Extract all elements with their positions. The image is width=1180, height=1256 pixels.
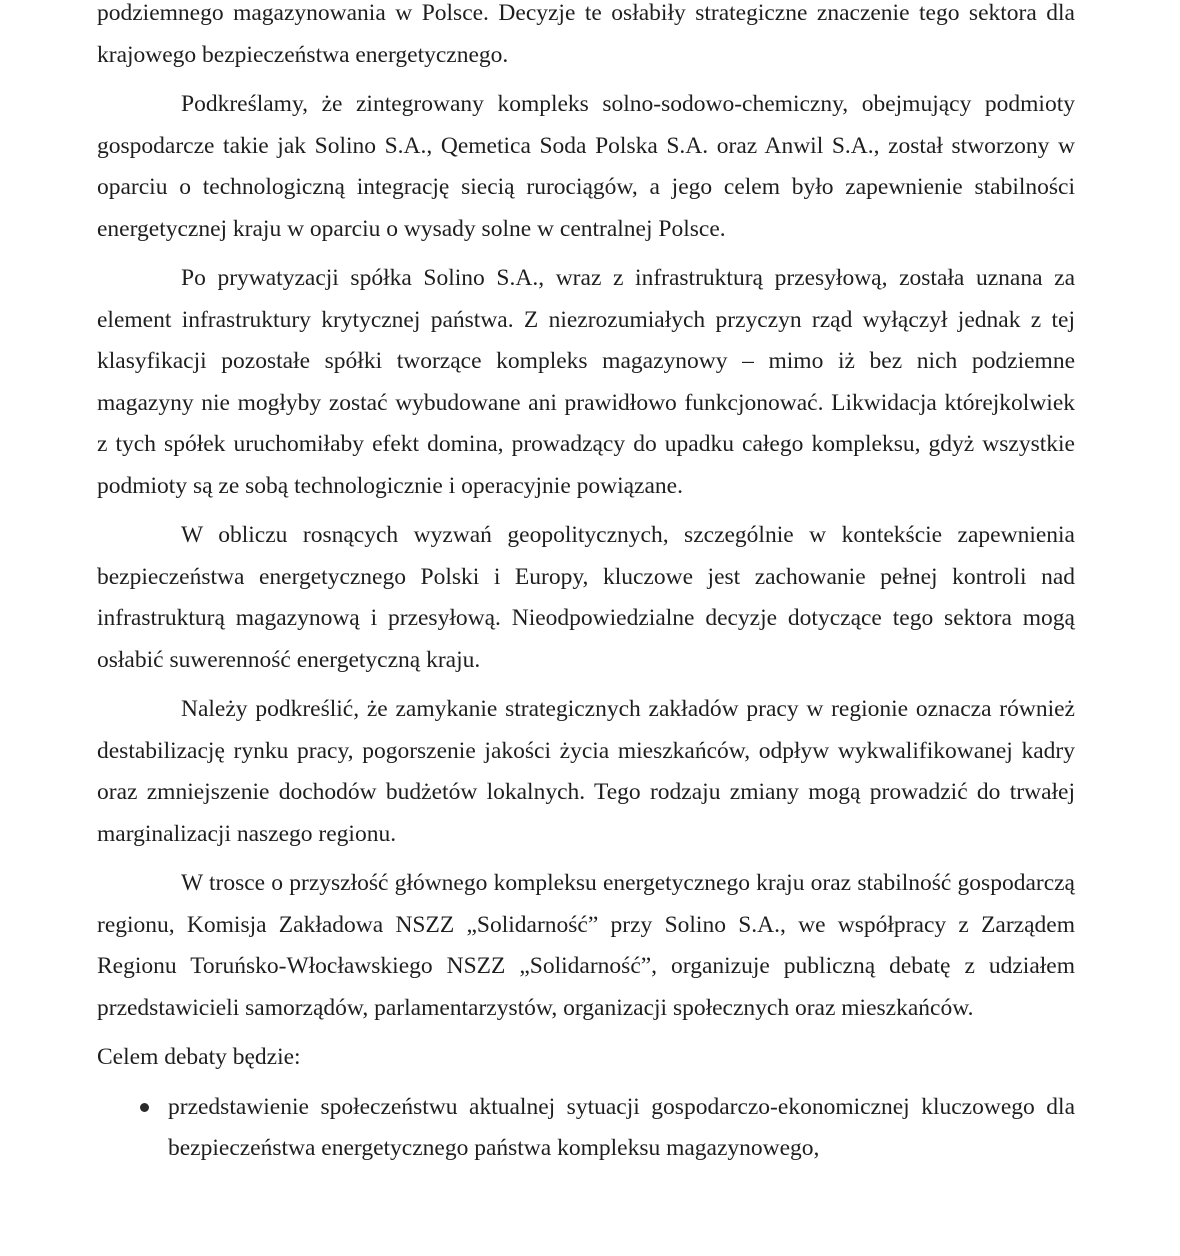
document-page [97,0,1075,1170]
list-item-text: przedstawienie społeczeństwu aktualnej sytuacji gospodarczo-ekonomicznej kluczowego dla bezpieczeństwa energetycznego państwa kompleksu magazynowego, [168,1093,1075,1161]
paragraph-4: W obliczu rosnących wyzwań geopolitycznych, szczególnie w kontekście zapewnienia bezpieczeństwa energetycznego Polski i Europy, kluczowe jest zachowanie pełnej kontroli nad infrastrukturą magazynową i przesyłową. Nieodpowiedzialne decyzje dotyczące tego sektora mogą osłabić suwerenność energetyczną kraju. [97,522,1075,673]
debate-goals-list [97,1087,1075,1170]
debate-goals-intro: Celem debaty będzie: [97,1044,301,1070]
paragraph-3: Po prywatyzacji spółka Solino S.A., wraz z infrastrukturą przesyłową, została uznana za element infrastruktury krytycznej państwa. Z niezrozumiałych przyczyn rząd wyłączył jednak z tej klasyfikacji pozostałe spółki tworzące kompleks magazynowy – mimo iż bez nich podziemne magazyny nie mogłyby zostać wybudowane ani prawidłowo funkcjonować. Likwidacja którejkolwiek z tych spółek uruchomiłaby efekt domina, prowadzący do upadku całego kompleksu, gdyż wszystkie podmioty są ze sobą technologicznie i operacyjnie powiązane. [97,265,1075,499]
paragraph-2: Podkreślamy, że zintegrowany kompleks solno-sodowo-chemiczny, obejmujący podmioty gospodarcze takie jak Solino S.A., Qemetica Soda Polska S.A. oraz Anwil S.A., został stworzony w oparciu o technologiczną integrację siecią rurociągów, a jego celem było zapewnienie stabilności energetycznej kraju w oparciu o wysady solne w centralnej Polsce. [97,91,1075,242]
paragraph-5: Należy podkreślić, że zamykanie strategicznych zakładów pracy w regionie oznacza również destabilizację rynku pracy, pogorszenie jakości życia mieszkańców, odpływ wykwalifikowanej kadry oraz zmniejszenie dochodów budżetów lokalnych. Tego rodzaju zmiany mogą prowadzić do trwałej marginalizacji naszego regionu. [97,696,1075,847]
bullet-icon [140,1103,149,1112]
list-item [97,1087,1075,1170]
paragraph-1: podziemnego magazynowania w Polsce. Decyzje te osłabiły strategiczne znaczenie tego sektora dla krajowego bezpieczeństwa energetycznego. [97,0,1075,68]
paragraph-6: W trosce o przyszłość głównego kompleksu energetycznego kraju oraz stabilność gospodarczą regionu, Komisja Zakładowa NSZZ „Solidarność” przy Solino S.A., we współpracy z Zarządem Regionu Toruńsko-Włocławskiego NSZZ „Solidarność”, organizuje publiczną debatę z udziałem przedstawicieli samorządów, parlamentarzystów, organizacji społecznych oraz mieszkańców. [97,870,1075,1021]
